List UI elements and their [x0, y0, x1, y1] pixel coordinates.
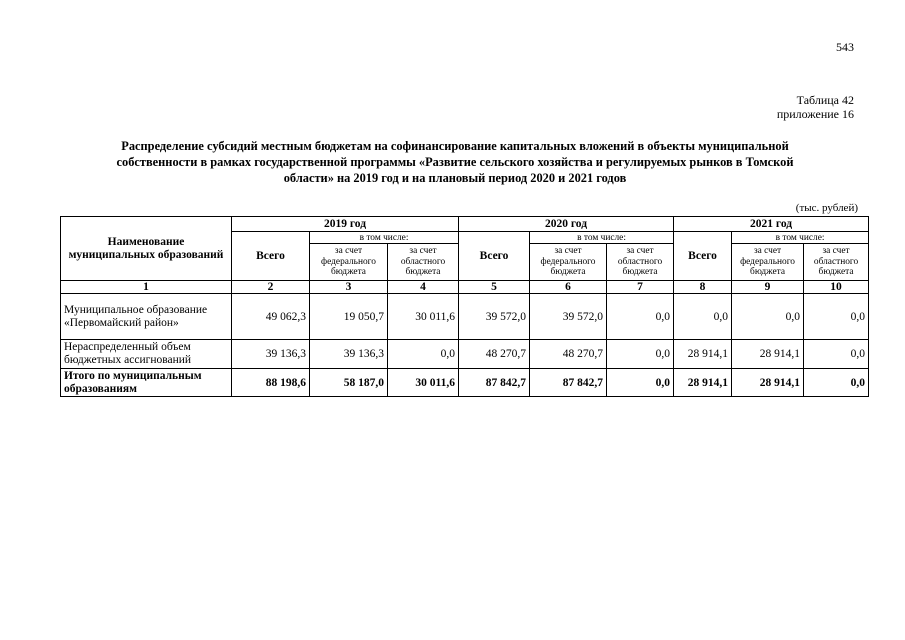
header-federal-2019: за счет федерального бюджета — [310, 244, 388, 281]
col-number: 2 — [232, 281, 310, 294]
cell-value: 48 270,7 — [530, 340, 607, 369]
table-row — [61, 340, 869, 369]
cell-value: 0,0 — [732, 294, 804, 340]
col-number: 8 — [674, 281, 732, 294]
page-number: 543 — [836, 40, 854, 54]
header-total-2020: Всего — [459, 232, 530, 281]
cell-value: 0,0 — [804, 294, 869, 340]
title-line-2: собственности в рамках государственной программы «Развитие сельского хозяйства и регулируемых рынков в Томской — [116, 155, 794, 169]
col-number: 7 — [607, 281, 674, 294]
header-federal-2020: за счет федерального бюджета — [530, 244, 607, 281]
cell-value: 39 136,3 — [232, 340, 310, 369]
col-number: 1 — [61, 281, 232, 294]
total-value: 30 011,6 — [388, 369, 459, 397]
cell-value: 0,0 — [804, 340, 869, 369]
total-value: 58 187,0 — [310, 369, 388, 397]
cell-value: 39 572,0 — [459, 294, 530, 340]
header-total-2019: Всего — [232, 232, 310, 281]
total-value: 88 198,6 — [232, 369, 310, 397]
cell-value: 39 136,3 — [310, 340, 388, 369]
header-year-2020: 2020 год — [459, 217, 674, 232]
total-value: 87 842,7 — [459, 369, 530, 397]
header-including-2020: в том числе: — [530, 232, 674, 244]
table-row — [61, 294, 869, 340]
header-year-2019: 2019 год — [232, 217, 459, 232]
total-value: 0,0 — [607, 369, 674, 397]
cell-value: 19 050,7 — [310, 294, 388, 340]
cell-value: 28 914,1 — [732, 340, 804, 369]
cell-value: 0,0 — [607, 294, 674, 340]
cell-value: 28 914,1 — [674, 340, 732, 369]
cell-value: 39 572,0 — [530, 294, 607, 340]
total-value: 28 914,1 — [674, 369, 732, 397]
col-number: 10 — [804, 281, 869, 294]
table-number: Таблица 42 — [796, 93, 854, 107]
total-value: 0,0 — [804, 369, 869, 397]
header-including-2019: в том числе: — [310, 232, 459, 244]
cell-value: 48 270,7 — [459, 340, 530, 369]
total-value: 28 914,1 — [732, 369, 804, 397]
header-regional-2019: за счет областного бюджета — [388, 244, 459, 281]
units-label: (тыс. рублей) — [795, 202, 858, 214]
column-number-row — [61, 281, 869, 294]
subsidy-table — [60, 216, 869, 397]
cell-value: 0,0 — [388, 340, 459, 369]
header-year-2021: 2021 год — [674, 217, 869, 232]
total-row-name: Итого по муниципальным образованиям — [61, 369, 232, 397]
col-number: 6 — [530, 281, 607, 294]
header-total-2021: Всего — [674, 232, 732, 281]
total-row — [61, 369, 869, 397]
total-value: 87 842,7 — [530, 369, 607, 397]
cell-value: 0,0 — [607, 340, 674, 369]
cell-value: 49 062,3 — [232, 294, 310, 340]
cell-value: 0,0 — [674, 294, 732, 340]
row-name: Муниципальное образование «Первомайский район» — [61, 294, 232, 340]
header-name: Наименование муниципальных образований — [61, 217, 232, 281]
header-regional-2021: за счет областного бюджета — [804, 244, 869, 281]
title-line-1: Распределение субсидий местным бюджетам на софинансирование капитальных вложений в объекты муниципальной — [121, 139, 789, 153]
header-year-row — [61, 217, 869, 232]
col-number: 5 — [459, 281, 530, 294]
cell-value: 30 011,6 — [388, 294, 459, 340]
col-number: 3 — [310, 281, 388, 294]
table-reference — [777, 93, 854, 121]
header-federal-2021: за счет федерального бюджета — [732, 244, 804, 281]
header-regional-2020: за счет областного бюджета — [607, 244, 674, 281]
col-number: 4 — [388, 281, 459, 294]
header-including-2021: в том числе: — [732, 232, 869, 244]
appendix-number: приложение 16 — [776, 107, 854, 121]
row-name: Нераспределенный объем бюджетных ассигнований — [61, 340, 232, 369]
document-title — [70, 138, 840, 186]
title-line-3: области» на 2019 год и на плановый период 2020 и 2021 годов — [283, 171, 627, 185]
col-number: 9 — [732, 281, 804, 294]
